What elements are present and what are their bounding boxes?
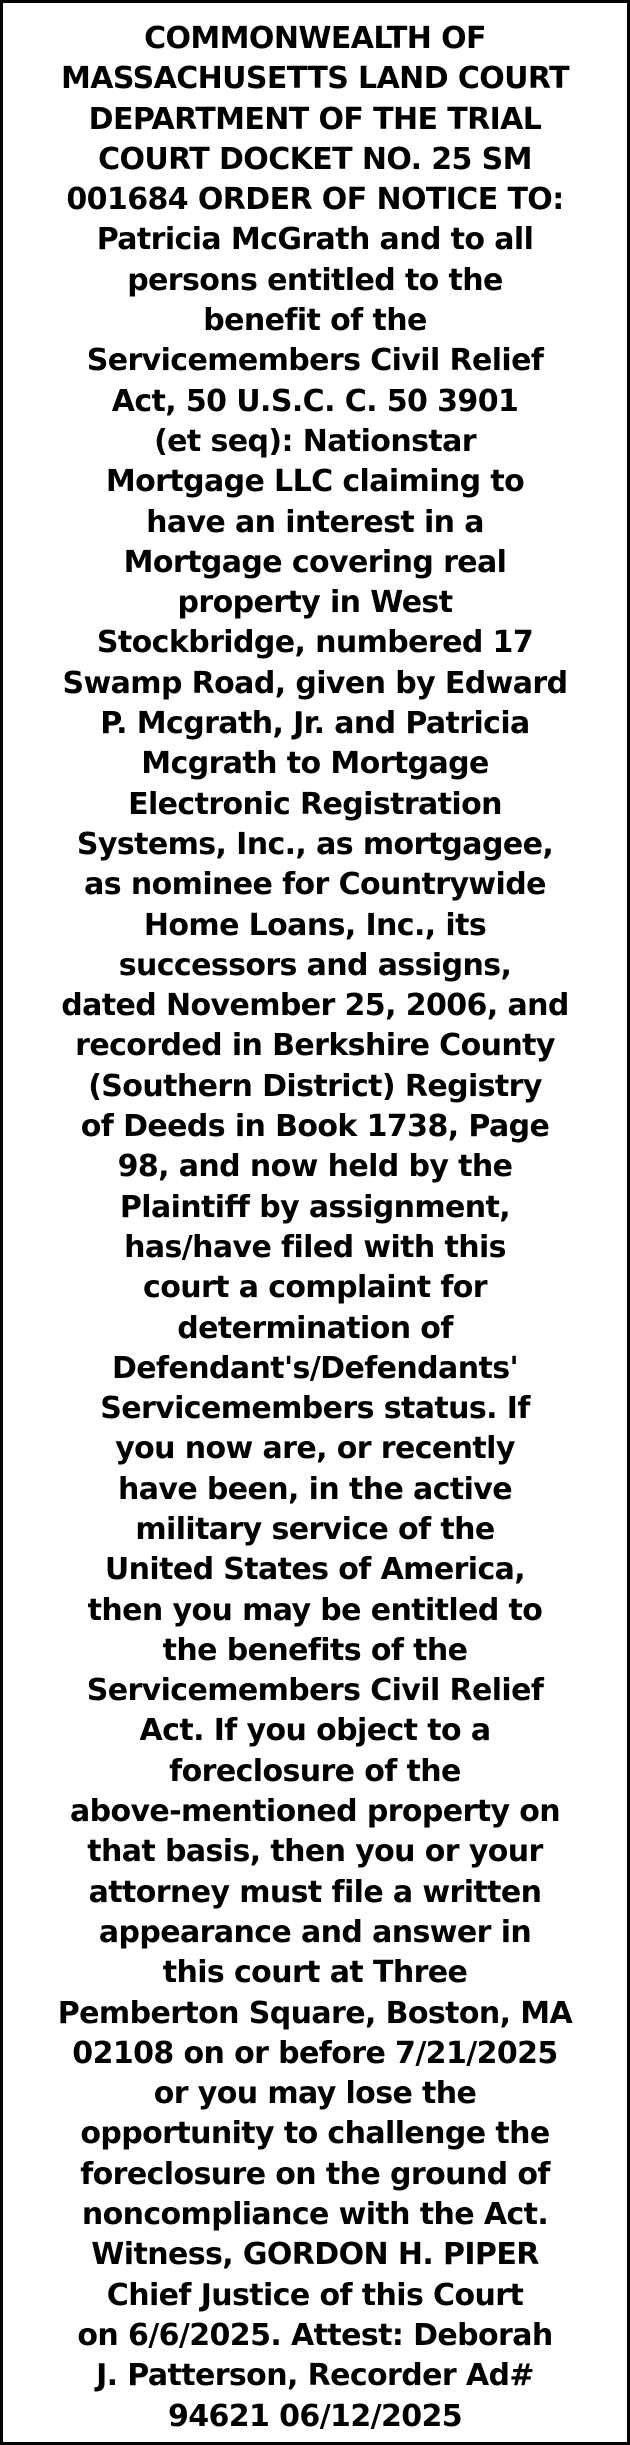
notice-line: of Deeds in Book 1738, Page: [80, 1109, 550, 1145]
notice-line: determination of: [177, 1310, 453, 1346]
notice-line: Mortgage LLC claiming to: [105, 464, 525, 500]
notice-line: that basis, then you or your: [87, 1834, 543, 1870]
notice-line: military service of the: [135, 1511, 495, 1547]
notice-line: P. Mcgrath, Jr. and Patricia: [100, 706, 530, 742]
notice-line: successors and assigns,: [118, 947, 512, 983]
notice-line: this court at Three: [162, 1955, 468, 1991]
notice-line: opportunity to challenge the: [80, 2116, 550, 2152]
notice-line: Witness, GORDON H. PIPER: [91, 2237, 539, 2273]
notice-line: benefit of the: [203, 303, 427, 339]
notice-line: Servicemembers Civil Relief: [86, 343, 544, 379]
notice-line: recorded in Berkshire County: [75, 1028, 555, 1064]
notice-line: appearance and answer in: [98, 1914, 532, 1950]
notice-line: Act, 50 U.S.C. C. 50 3901: [111, 383, 519, 419]
notice-line: Home Loans, Inc., its: [143, 907, 487, 943]
notice-line: have an interest in a: [146, 504, 484, 540]
notice-line: COMMONWEALTH OF: [144, 21, 486, 56]
notice-line: Act. If you object to a: [139, 1713, 491, 1749]
notice-line: Servicemembers status. If: [100, 1391, 530, 1427]
notice-line: MASSACHUSETTS LAND COURT: [61, 61, 569, 97]
notice-line: Chief Justice of this Court: [106, 2277, 524, 2313]
notice-line: Stockbridge, numbered 17: [96, 625, 534, 661]
notice-line: J. Patterson, Recorder Ad#: [96, 2358, 534, 2394]
notice-line: 94621 06/12/2025: [167, 2398, 463, 2434]
notice-line: COURT DOCKET NO. 25 SM: [98, 141, 532, 177]
notice-line: foreclosure on the ground of: [80, 2156, 550, 2192]
notice-line: (Southern District) Registry: [88, 1068, 542, 1104]
notice-line: foreclosure of the: [169, 1753, 461, 1789]
notice-line: dated November 25, 2006, and: [61, 988, 569, 1024]
notice-line: 001684 ORDER OF NOTICE TO:: [66, 182, 564, 218]
notice-line: above-mentioned property on: [69, 1794, 561, 1830]
notice-line: (et seq): Nationstar: [154, 423, 476, 459]
notice-line: Pemberton Square, Boston, MA: [57, 1995, 573, 2031]
notice-line: the benefits of the: [162, 1632, 468, 1668]
notice-line: court a complaint for: [143, 1270, 487, 1306]
notice-line: then you may be entitled to: [87, 1592, 543, 1628]
notice-line: attorney must file a written: [88, 1874, 542, 1910]
notice-line: Defendant's/Defendants': [111, 1350, 519, 1386]
notice-line: noncompliance with the Act.: [81, 2197, 549, 2233]
notice-line: Electronic Registration: [128, 786, 502, 822]
notice-line: has/have filed with this: [124, 1229, 506, 1265]
notice-line: United States of America,: [104, 1552, 526, 1588]
notice-line: property in West: [177, 585, 453, 621]
notice-line: 98, and now held by the: [117, 1149, 513, 1185]
notice-line: Systems, Inc., as mortgagee,: [76, 826, 554, 862]
notice-line: Servicemembers Civil Relief: [86, 1673, 544, 1709]
notice-line: Patricia McGrath and to all: [96, 222, 534, 258]
notice-line: persons entitled to the: [127, 262, 503, 298]
notice-line: Mortgage covering real: [123, 544, 507, 580]
notice-line: have been, in the active: [117, 1471, 513, 1507]
notice-line: Plaintiff by assignment,: [119, 1189, 511, 1225]
notice-line: on 6/6/2025. Attest: Deborah: [77, 2317, 553, 2353]
notice-line: Mcgrath to Mortgage: [141, 746, 489, 782]
notice-line: Swamp Road, given by Edward: [62, 665, 568, 701]
notice-line: or you may lose the: [153, 2076, 477, 2112]
notice-line: 02108 on or before 7/21/2025: [72, 2035, 558, 2071]
notice-line: DEPARTMENT OF THE TRIAL: [88, 101, 542, 137]
notice-line: as nominee for Countrywide: [84, 867, 546, 903]
notice-line: you now are, or recently: [115, 1431, 515, 1467]
